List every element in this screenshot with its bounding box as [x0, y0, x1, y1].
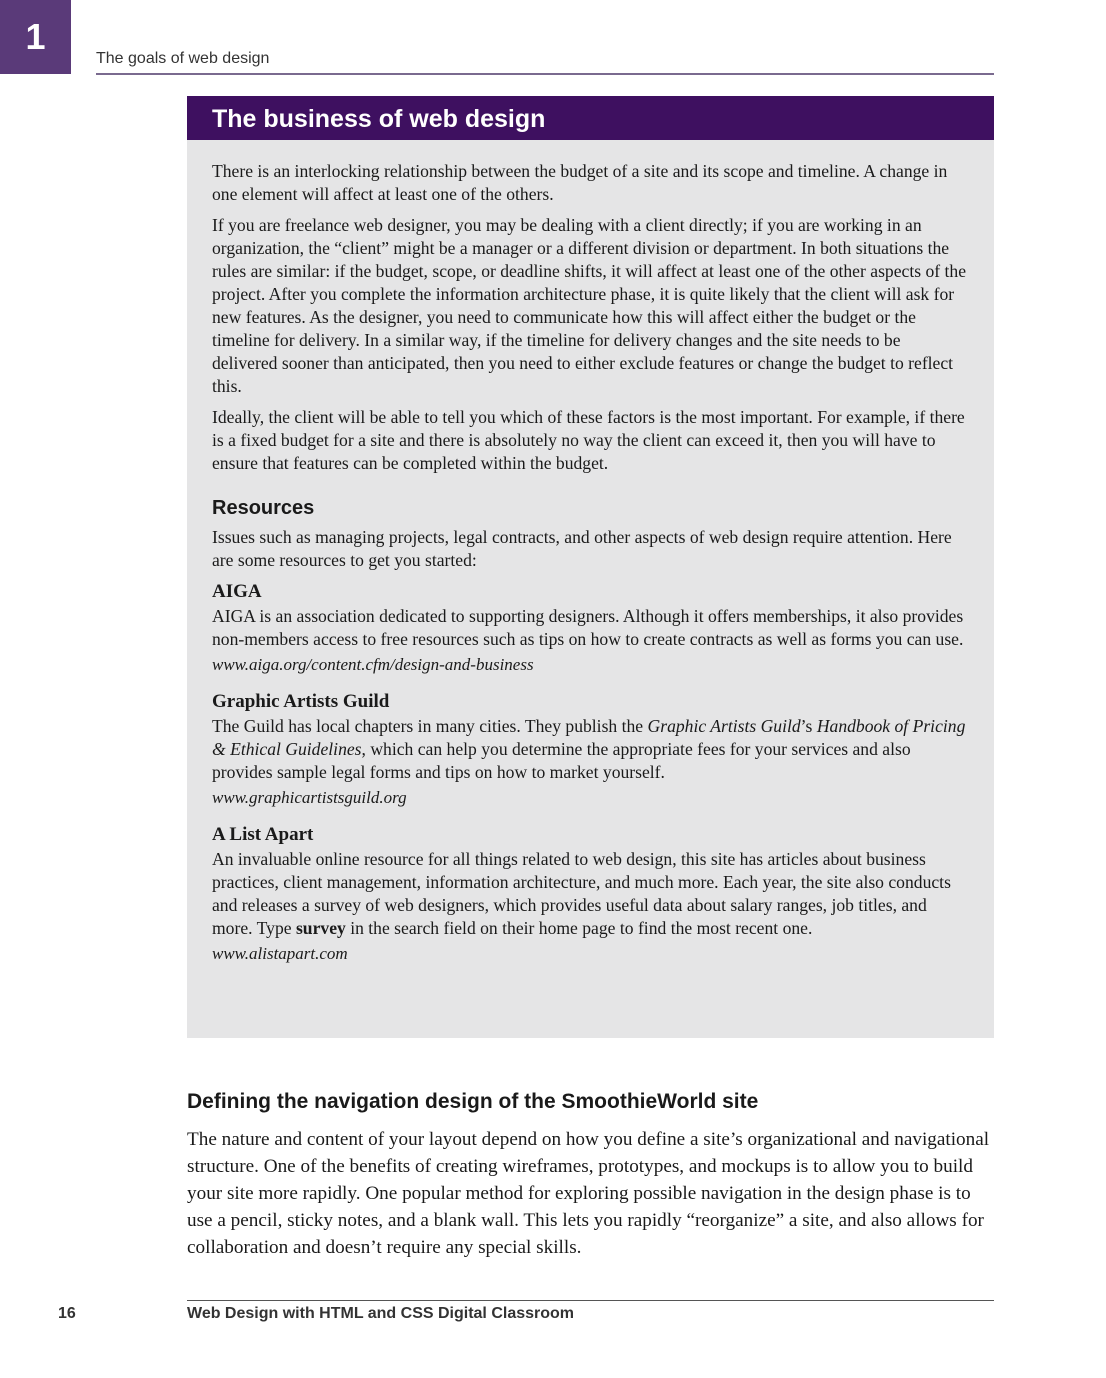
page-number: 16 [58, 1305, 76, 1322]
desc-text: , which can help you determine the appropriate fees for your services and also provides sample legal forms and tips on how to market yourself. [212, 739, 911, 782]
footer-book-title: Web Design with HTML and CSS Digital Classroom [187, 1305, 575, 1322]
search-term-bold: survey [295, 918, 346, 938]
book-title-italic: Graphic Artists Guild [647, 716, 801, 736]
resource-description-guild [212, 715, 969, 784]
resource-url-guild[interactable]: www.graphicartistsguild.org [212, 788, 407, 807]
footer-rule [187, 1300, 994, 1301]
sidebar-paragraph: If you are freelance web designer, you may be dealing with a client directly; if you are working in an organization, the “client” might be a manager or a different division or department. In both situations the rules are similar: if the budget, scope, or deadline shifts, it will affect at least one of the other aspects of the project. After you complete the information architecture phase, it is quite likely that the client will ask for new features. As the designer, you need to communicate how this will affect either the budget or the timeline for delivery. In a similar way, if the timeline for delivery changes and the site needs to be delivered sooner than anticipated, then you need to either exclude features or change the budget to reflect this. [212, 215, 967, 396]
resource-name-alistapart: A List Apart [212, 824, 314, 845]
resource-description-aiga: AIGA is an association dedicated to supporting designers. Although it offers memberships, it also provides non-members access to free resources such as tips on how to create contracts as well as forms you can use. [212, 606, 964, 649]
resource-url-alistapart[interactable]: www.alistapart.com [212, 944, 348, 963]
desc-text: An invaluable online resource for all things related to web design, this site has articles about business practices, client management, information architecture, and much more. Each year, the site also conducts and releases a survey of web designers, which provides useful data about salary ranges, job titles, and more. Type [212, 849, 951, 938]
resource-name-guild: Graphic Artists Guild [212, 691, 390, 712]
running-head-title: The goals of web design [96, 50, 270, 67]
business-sidebar [187, 96, 994, 1038]
resource-url-aiga[interactable]: www.aiga.org/content.cfm/design-and-business [212, 655, 534, 674]
desc-text: The Guild has local chapters in many cities. They publish the [212, 716, 648, 736]
resource-description-alistapart [212, 848, 969, 940]
book-title-italic: Handbook of Pricing & Ethical Guidelines [212, 716, 966, 759]
section-body-paragraph: The nature and content of your layout depend on how you define a site’s organizational and navigational structure. One of the benefits of creating wireframes, prototypes, and mockups is to allow you to build your site more rapidly. One popular method for exploring possible navigation in the design phase is to use a pencil, sticky notes, and a blank wall. This lets you rapidly “reorganize” a site, and also allows for collaboration and doesn’t require any special skills. [187, 1129, 990, 1258]
sidebar-paragraph: Ideally, the client will be able to tell you which of these factors is the most important. For example, if there is a fixed budget for a site and there is absolutely no way the client can exceed it, then you will have to ensure that features can be completed within the budget. [212, 407, 965, 473]
resources-intro: Issues such as managing projects, legal contracts, and other aspects of web design require attention. Here are some resources to get you started: [212, 527, 952, 570]
header-rule [96, 73, 994, 75]
desc-text: in the search field on their home page to find the most recent one. [345, 918, 813, 938]
section-heading: Defining the navigation design of the SmoothieWorld site [187, 1090, 759, 1113]
resources-heading: Resources [212, 497, 315, 519]
sidebar-body [187, 140, 994, 965]
chapter-number-tab: 1 [0, 0, 71, 74]
desc-text: ’s [800, 716, 817, 736]
sidebar-title: The business of web design [187, 96, 994, 140]
resource-name-aiga: AIGA [212, 581, 262, 602]
sidebar-paragraph: There is an interlocking relationship between the budget of a site and its scope and timeline. A change in one element will affect at least one of the others. [212, 161, 948, 204]
